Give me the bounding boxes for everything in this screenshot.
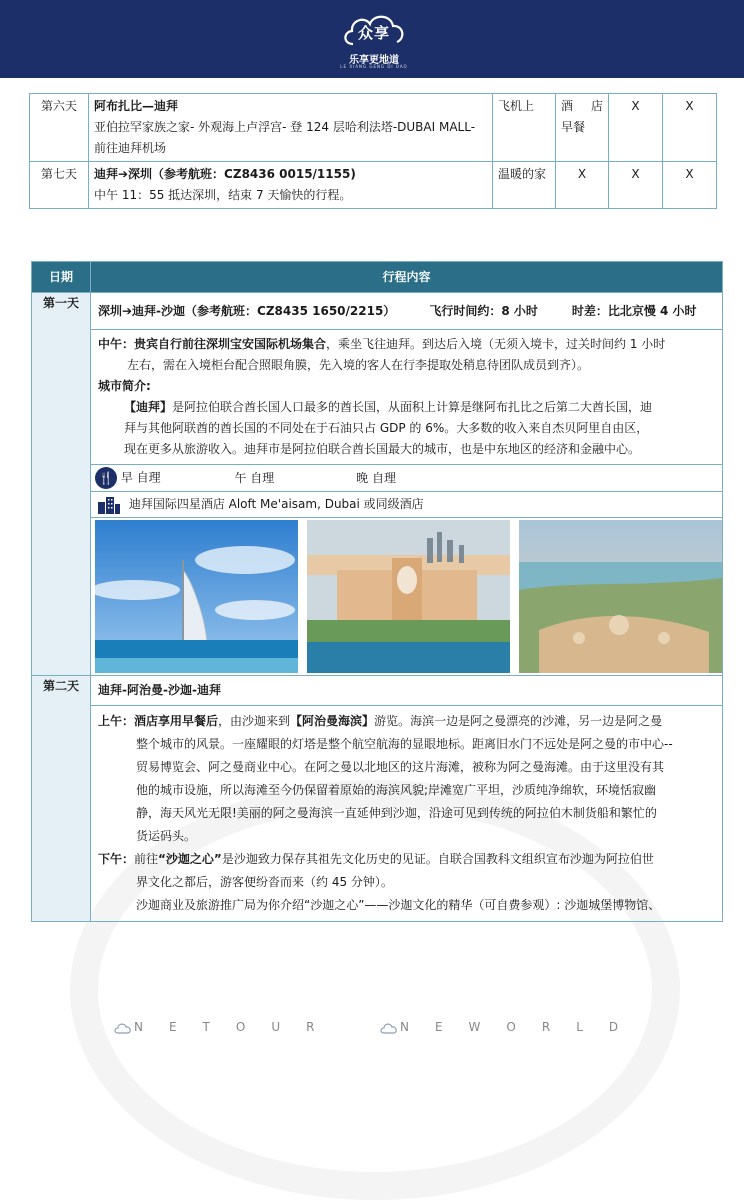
lunch-cell: X xyxy=(609,94,663,162)
table-row xyxy=(30,94,717,162)
table-row xyxy=(32,492,723,518)
footer-left-text: NETOUR xyxy=(134,1020,341,1034)
itinerary-table-main xyxy=(31,261,723,922)
hotel-cell: 飞机上 xyxy=(493,94,556,162)
day-desc: 中午 11：55 抵达深圳，结束 7 天愉快的行程。 xyxy=(94,188,352,202)
am-bold2: 【阿治曼海滨】 xyxy=(290,714,375,728)
flight-time: 飞行时间约：8 小时 xyxy=(429,303,538,318)
route-row xyxy=(91,293,723,330)
am-label: 上午： xyxy=(98,714,135,728)
am-text2: 游览。海滨一边是阿之曼漂亮的沙滩，另一边是阿之曼 xyxy=(374,714,663,728)
palace-photo xyxy=(519,520,722,673)
day-label: 第一天 xyxy=(32,293,91,676)
day-content xyxy=(89,94,493,162)
burj-al-arab-photo xyxy=(95,520,298,673)
city-text2: 拜与其他阿联酋的酋长国的不同处在于石油只占 GDP 的 6%。大多数的收入来自杰贝阿里自由区， xyxy=(124,421,649,435)
header-date: 日期 xyxy=(32,262,91,293)
meal-dinner: 晚 自理 xyxy=(356,470,396,485)
meals-row xyxy=(91,465,723,492)
noon-text: ，乘坐飞往迪拜。到达后入境（无须入境卡，过关时间约 1 小时 xyxy=(326,337,666,351)
dinner-cell: X xyxy=(663,162,717,209)
hotel-name: 迪拜国际四星酒店 Aloft Me'aisam, Dubai 或同级酒店 xyxy=(128,497,424,511)
cutlery-icon: 🍴 xyxy=(95,467,117,489)
meal-lunch: 午 自理 xyxy=(234,470,275,485)
am-line: 静，海天风光无限!美丽的阿之曼海滨一直延伸到沙迦，沿途可见到传统的阿拉伯木制货船和繁忙的 xyxy=(136,806,657,820)
table-row xyxy=(32,518,723,676)
brand-main: 众享 xyxy=(357,24,390,42)
page-footer xyxy=(0,1020,744,1040)
photos-row xyxy=(91,518,723,676)
brand-sub: 乐享更地道 xyxy=(349,55,399,66)
pm-label: 下午： xyxy=(98,852,135,866)
footer-right-text: NEWORLD xyxy=(400,1020,645,1034)
meal-breakfast: 早 自理 xyxy=(120,470,161,485)
pm-text1: 前往 xyxy=(134,852,159,866)
brand-logo xyxy=(336,8,412,70)
city-bold: 【迪拜】 xyxy=(124,400,173,414)
page-header xyxy=(0,0,744,78)
am-bold1: 酒店享用早餐后 xyxy=(134,714,219,728)
city-text3: 现在更多从旅游收入。迪拜市是阿拉伯联合酋长国最大的城市，也是中东地区的经济和金融中心。 xyxy=(124,442,641,456)
pm-line3: 沙迦商业及旅游推广局为你介绍“沙迦之心”——沙迦文化的精华（可自费参观）: 沙迦城堡博物馆、 xyxy=(136,898,661,912)
day2-description xyxy=(91,706,723,922)
itinerary-table-top xyxy=(29,93,717,209)
day-title: 迪拜➔深圳（参考航班：CZ8436 0015/1155) xyxy=(94,167,356,181)
table-row xyxy=(32,465,723,492)
pm-text2: 是沙迦致力保存其祖先文化历史的见证。自联合国教科文组织宣布沙迦为阿拉伯世 xyxy=(221,852,654,866)
cloud-icon xyxy=(380,1022,398,1034)
time-diff: 时差：比北京慢 4 小时 xyxy=(571,303,697,318)
brand-tiny: LE XIANG GENG DI DAO xyxy=(340,64,408,69)
lunch-cell: X xyxy=(609,162,663,209)
am-line: 货运码头。 xyxy=(136,829,197,843)
day-content xyxy=(89,162,493,209)
noon-text2: 左右，需在入境柜台配合照眼角膜，先入境的客人在行李提取处稍息待团队成员到齐）。 xyxy=(127,358,590,372)
cloud-icon xyxy=(114,1022,132,1034)
dinner-cell: X xyxy=(663,94,717,162)
day-desc: 亚伯拉罕家族之家- 外观海上卢浮宫- 登 124 层哈利法塔-DUBAI MALL-前往迪拜机场 xyxy=(94,120,476,155)
day-title: 阿布扎比—迪拜 xyxy=(94,99,179,113)
table-row xyxy=(32,330,723,465)
table-header-row xyxy=(32,262,723,293)
day-label: 第七天 xyxy=(30,162,89,209)
hotel-cell: 温暖的家 xyxy=(493,162,556,209)
table-row xyxy=(30,162,717,209)
city-text: 是阿拉伯联合酋长国人口最多的酋长国，从面积上计算是继阿布扎比之后第二大酋长国，迪 xyxy=(172,400,653,414)
table-row xyxy=(32,293,723,330)
city-title: 城市简介: xyxy=(98,379,151,393)
pm-bold: “沙迦之心” xyxy=(158,852,222,866)
table-row xyxy=(32,676,723,706)
am-line: 他的城市设施，所以海滩至今仍保留着原始的海滨风貌;岸滩宽广平坦，沙质纯净绵软，环境恬寂幽 xyxy=(136,783,657,797)
am-line: 贸易博览会、阿之曼商业中心。在阿之曼以北地区的这片海滩，被称为阿之曼海滩。由于这里没有其 xyxy=(136,760,665,774)
route-text: 深圳➔迪拜-沙迦（参考航班：CZ8435 1650/2215） xyxy=(98,303,396,318)
day-label: 第二天 xyxy=(32,676,91,922)
building-icon xyxy=(97,496,121,514)
header-content: 行程内容 xyxy=(91,262,723,293)
noon-bold: 贵宾自行前往深圳宝安国际机场集合 xyxy=(134,337,327,351)
breakfast-cell: 酒 店 早餐 xyxy=(556,94,609,162)
day-label: 第六天 xyxy=(30,94,89,162)
table-row xyxy=(32,706,723,922)
hotel-row xyxy=(91,492,723,518)
pm-line2: 界文化之都后，游客便纷沓而来（约 45 分钟）。 xyxy=(136,875,393,889)
am-line: 整个城市的风景。一座耀眼的灯塔是整个航空航海的显眼地标。距离旧水门不远处是阿之曼的市中心-- xyxy=(136,737,673,751)
am-text1: ，由沙迦来到 xyxy=(218,714,291,728)
breakfast-cell: X xyxy=(556,162,609,209)
day1-description xyxy=(91,330,723,465)
route-text: 迪拜-阿治曼-沙迦-迪拜 xyxy=(91,676,723,706)
atlantis-photo xyxy=(307,520,510,673)
noon-label: 中午： xyxy=(98,337,135,351)
